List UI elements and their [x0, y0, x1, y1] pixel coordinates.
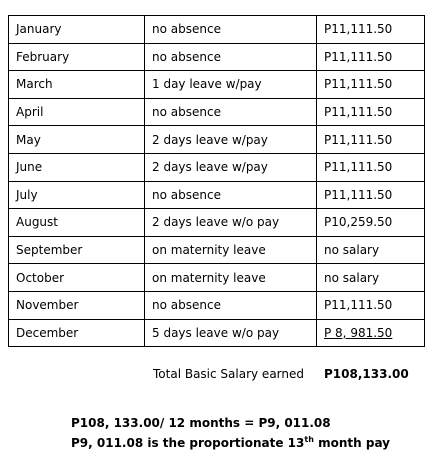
- table-row: [9, 153, 425, 181]
- total-label: Total Basic Salary earned: [153, 367, 304, 381]
- amount-cell: P11,111.50: [317, 153, 425, 181]
- table-row: [9, 43, 425, 71]
- status-cell: 2 days leave w/o pay: [145, 209, 317, 237]
- amount-cell: P11,111.50: [317, 98, 425, 126]
- table-row: [9, 126, 425, 154]
- conclusion-prefix: P9, 011.08 is the proportionate 13: [71, 436, 305, 450]
- month-cell: November: [9, 291, 145, 319]
- month-cell: May: [9, 126, 145, 154]
- status-cell: no absence: [145, 16, 317, 44]
- status-cell: no absence: [145, 98, 317, 126]
- underlined-amount: P 8, 981.50: [324, 325, 393, 340]
- month-cell: January: [9, 16, 145, 44]
- total-value: P108,133.00: [324, 367, 409, 381]
- formula-line: P108, 133.00/ 12 months = P9, 011.08: [71, 416, 331, 430]
- month-cell: July: [9, 181, 145, 209]
- amount-cell: P11,111.50: [317, 43, 425, 71]
- table-row: [9, 71, 425, 99]
- table-row: [9, 181, 425, 209]
- month-cell: February: [9, 43, 145, 71]
- month-cell: June: [9, 153, 145, 181]
- table-row: [9, 319, 425, 347]
- conclusion-line: [71, 436, 390, 450]
- ordinal-suffix: th: [304, 435, 314, 444]
- status-cell: 5 days leave w/o pay: [145, 319, 317, 347]
- amount-cell: no salary: [317, 264, 425, 292]
- month-cell: December: [9, 319, 145, 347]
- amount-cell: no salary: [317, 236, 425, 264]
- table-row: [9, 236, 425, 264]
- table-row: [9, 16, 425, 44]
- amount-cell: [317, 319, 425, 347]
- amount-cell: P10,259.50: [317, 209, 425, 237]
- status-cell: on maternity leave: [145, 236, 317, 264]
- status-cell: no absence: [145, 291, 317, 319]
- month-cell: September: [9, 236, 145, 264]
- status-cell: no absence: [145, 43, 317, 71]
- status-cell: 2 days leave w/pay: [145, 153, 317, 181]
- status-cell: 2 days leave w/pay: [145, 126, 317, 154]
- status-cell: no absence: [145, 181, 317, 209]
- conclusion-suffix: month pay: [313, 436, 390, 450]
- amount-cell: P11,111.50: [317, 126, 425, 154]
- month-cell: April: [9, 98, 145, 126]
- status-cell: on maternity leave: [145, 264, 317, 292]
- table-row: [9, 98, 425, 126]
- month-cell: August: [9, 209, 145, 237]
- table-row: [9, 291, 425, 319]
- month-cell: March: [9, 71, 145, 99]
- amount-cell: P11,111.50: [317, 291, 425, 319]
- month-cell: October: [9, 264, 145, 292]
- salary-table: [8, 15, 425, 347]
- amount-cell: P11,111.50: [317, 16, 425, 44]
- amount-cell: P11,111.50: [317, 181, 425, 209]
- table-row: [9, 209, 425, 237]
- table-row: [9, 264, 425, 292]
- amount-cell: P11,111.50: [317, 71, 425, 99]
- status-cell: 1 day leave w/pay: [145, 71, 317, 99]
